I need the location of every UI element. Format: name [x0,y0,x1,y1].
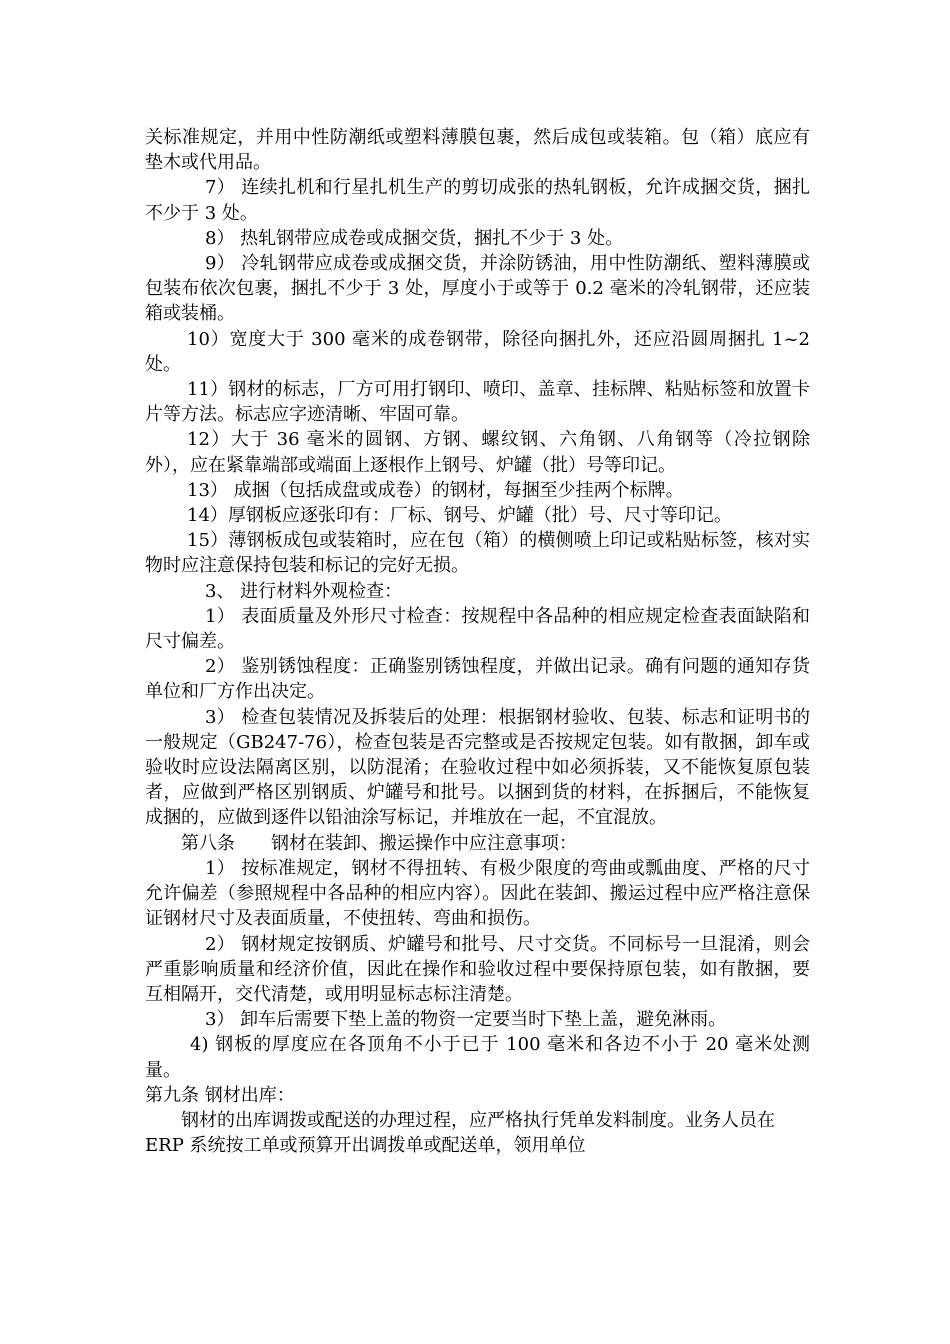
paragraph: 关标准规定，并用中性防潮纸或塑料薄膜包裹，然后成包或装箱。包（箱）底应有垫木或代用品。 [145,127,810,174]
paragraph: 8） 热轧钢带应成卷或成捆交货，捆扎不少于 3 处。 [205,227,624,249]
paragraph: 4) 钢板的厚度应在各顶角不小于已于 100 毫米和各边不小于 20 毫米处测量。 [145,1034,810,1081]
paragraph: 10）宽度大于 300 毫米的成卷钢带，除径向捆扎外，还应沿圆周捆扎 1~2 处。 [145,328,810,375]
paragraph: 2） 钢材规定按钢质、炉罐号和批号、尺寸交货。不同标号一旦混淆，则会严重影响质量和经济价值，因此在操作和验收过程中要保持原包装，如有散捆，要互相隔开，交代清楚，或用明显标志标注清楚。 [145,933,810,1005]
paragraph: 第八条 钢材在装卸、搬运操作中应注意事项： [181,832,577,854]
paragraph: 3） 卸车后需要下垫上盖的物资一定要当时下垫上盖，避免淋雨。 [205,1009,727,1031]
paragraph: 3、 进行材料外观检查： [205,580,403,602]
paragraph: 7） 连续扎机和行星扎机生产的剪切成张的热轧钢板，允许成捆交货，捆扎不少于 3 处。 [145,177,810,224]
paragraph: 2） 鉴别锈蚀程度：正确鉴别锈蚀程度，并做出记录。确有问题的通知存货单位和厂方作出决定。 [145,656,810,703]
paragraph: 1） 表面质量及外形尺寸检查：按规程中各品种的相应规定检查表面缺陷和尺寸偏差。 [145,605,810,653]
paragraph: 9） 冷轧钢带应成卷或成捆交货，并涂防锈油，用中性防潮纸、塑料薄膜或包装布依次包裹，捆扎不少于 3 处，厚度小于或等于 0.2 毫米的冷轧钢带，还应装箱或装桶。 [145,253,810,325]
paragraph: 11）钢材的标志，厂方可用打钢印、喷印、盖章、挂标牌、粘贴标签和放置卡片等方法。标志应字迹清晰、牢固可靠。 [145,379,810,426]
paragraph: 钢材的出库调拨或配送的办理过程，应严格执行凭单发料制度。业务人员在 ERP 系统按工单或预算开出调拨单或配送单，领用单位 [145,1109,775,1157]
paragraph: 14）厚钢板应逐张印有：厂标、钢号、炉罐（批）号、尺寸等印记。 [187,505,732,527]
paragraph: 3） 检查包装情况及拆装后的处理：根据钢材验收、包装、标志和证明书的一般规定（GB247-76），检查包装是否完整或是否按规定包装。如有散捆，卸车或验收时应设法隔离区别，以防混淆；在验收过程中如必须拆装，又不能恢复原包装者，应做到严格区别钢质、炉罐号和批号。以捆到货的材料，在拆捆后，不能恢复成捆的，应做到逐件以铅油涂写标记，并堆放在一起，不宜混放。 [145,706,810,829]
paragraph: 1） 按标准规定，钢材不得扭转、有极少限度的弯曲或瓢曲度、严格的尺寸允许偏差（参照规程中各品种的相应内容）。因此在装卸、搬运过程中应严格注意保证钢材尺寸及表面质量，不使扭转、弯曲和损伤。 [145,857,810,930]
paragraph: 15）薄钢板成包或装箱时，应在包（箱）的横侧喷上印记或粘贴标签，核对实物时应注意保持包装和标记的完好无损。 [145,530,810,577]
paragraph: 12）大于 36 毫米的圆钢、方钢、螺纹钢、六角钢、八角钢等（冷拉钢除外），应在紧靠端部或端面上逐根作上钢号、炉罐（批）号等印记。 [145,429,810,476]
document-body [145,125,810,1158]
paragraph: 第九条 钢材出库： [145,1084,295,1106]
paragraph: 13） 成捆（包括成盘或成卷）的钢材，每捆至少挂两个标牌。 [187,479,684,501]
